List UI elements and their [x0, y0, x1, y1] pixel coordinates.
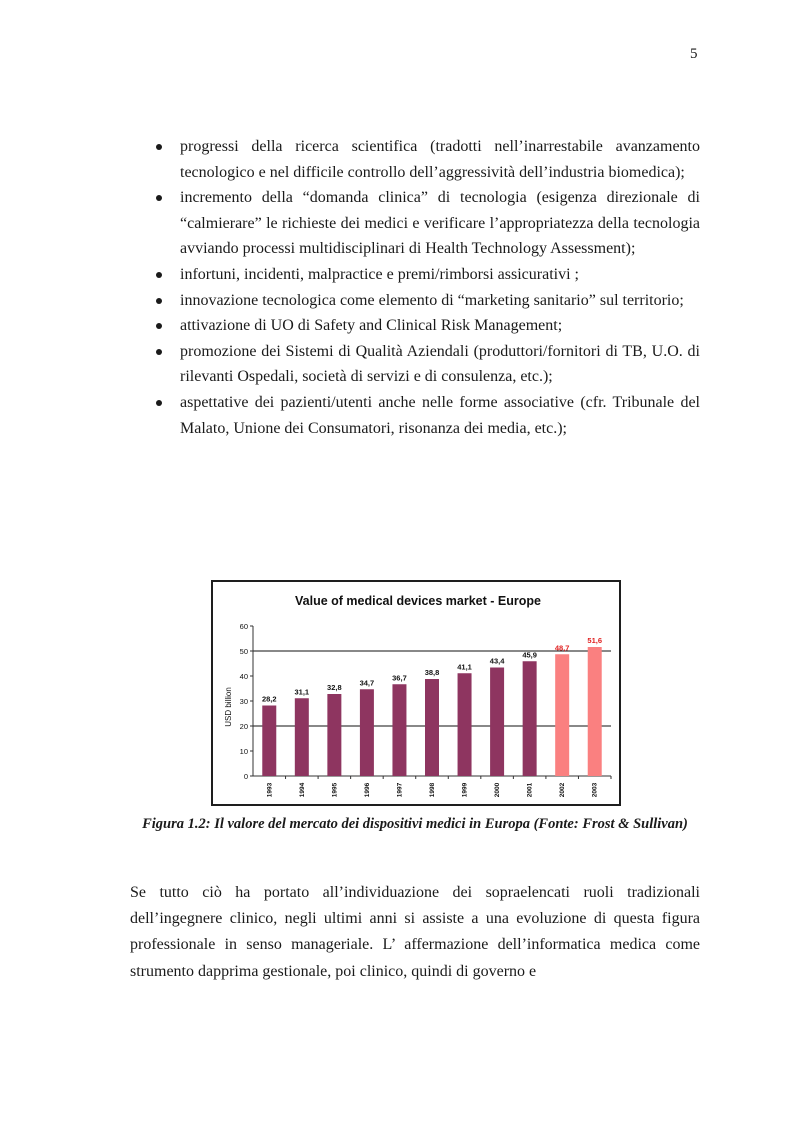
x-tick-label: 1996	[363, 782, 371, 798]
y-tick-label: 60	[239, 622, 248, 631]
x-tick-label: 1993	[266, 782, 274, 798]
bar-value-label: 38,8	[424, 668, 440, 677]
bullet-icon	[156, 272, 162, 278]
x-tick-label: 2000	[494, 782, 502, 798]
chart-figure	[211, 580, 621, 806]
bullet-text: infortuni, incidenti, malpractice e premi/rimborsi assicurativi ;	[180, 265, 579, 283]
bar	[588, 647, 602, 776]
x-tick-label: 2001	[526, 782, 534, 798]
bar	[262, 706, 276, 777]
bar-value-label: 31,1	[294, 687, 310, 697]
x-tick-label: 1998	[429, 782, 436, 798]
bullet-icon	[156, 298, 162, 304]
bar-chart	[213, 582, 619, 804]
bullet-item	[155, 262, 700, 288]
bar-value-label: 43,4	[489, 656, 505, 666]
bar	[295, 698, 309, 776]
bar	[327, 694, 341, 776]
bullet-icon	[156, 144, 162, 150]
bullet-text: promozione dei Sistemi di Qualità Aziendali (produttori/fornitori di TB, U.O. di rilevanti Ospedali, società di servizi e di consulenza, etc.);	[180, 342, 700, 386]
bullet-icon	[156, 349, 162, 355]
bar	[555, 654, 569, 776]
bullet-text: aspettative dei pazienti/utenti anche nelle forme associative (cfr. Tribunale del Malato, Unione dei Consumatori, risonanza dei media, etc.);	[180, 393, 700, 437]
bullet-text: innovazione tecnologica come elemento di “marketing sanitario” sul territorio;	[180, 291, 684, 309]
bullet-icon	[156, 323, 162, 329]
bar-value-label: 45,9	[522, 650, 537, 660]
y-tick-label: 20	[239, 722, 248, 731]
bar-value-label: 28,2	[261, 694, 277, 704]
bar-value-label: 51,6	[587, 636, 603, 645]
page-number: 5	[690, 46, 698, 62]
bar-value-label: 36,7	[392, 673, 407, 683]
bullet-icon	[156, 195, 162, 201]
bullet-icon	[156, 400, 162, 406]
bullet-item	[155, 390, 700, 441]
x-tick-label: 1999	[461, 782, 469, 798]
bar	[458, 673, 472, 776]
bullet-text: attivazione di UO di Safety and Clinical Risk Management;	[180, 317, 563, 335]
bar-value-label: 32,8	[327, 683, 342, 692]
bar	[392, 684, 406, 776]
bar-value-label: 34,7	[359, 678, 375, 688]
bullet-list	[155, 134, 700, 441]
x-tick-label: 1994	[298, 782, 306, 798]
bar	[425, 679, 439, 776]
bar	[490, 668, 504, 777]
x-tick-label: 1995	[331, 782, 339, 798]
bullet-item	[155, 134, 700, 185]
bullet-text: incremento della “domanda clinica” di tecnologia (esigenza direzionale di “calmierare” le richieste dei medici e verificare l’appropriatezza della tecnologia avviando processi multidisciplinari di Health Technology Assessment);	[180, 189, 700, 258]
bullet-item	[155, 185, 700, 262]
y-tick-label: 40	[239, 672, 248, 681]
x-tick-label: 1997	[396, 782, 404, 798]
bullet-item	[155, 339, 700, 390]
figure-caption: Figura 1.2: Il valore del mercato dei dispositivi medici in Europa (Fonte: Frost & Sullivan)	[142, 816, 688, 832]
y-tick-label: 0	[243, 772, 248, 781]
y-axis-label: USD billion	[224, 687, 233, 727]
bar-value-label: 48,7	[554, 643, 570, 653]
bullet-item	[155, 313, 700, 339]
x-tick-label: 2003	[591, 782, 599, 798]
y-tick-label: 50	[239, 647, 248, 656]
bar-value-label: 41,1	[457, 662, 472, 672]
body-paragraph: Se tutto ciò ha portato all’individuazione dei sopraelencati ruoli tradizionali dell’ingegnere clinico, negli ultimi anni si assiste a una evoluzione di questa figura professionale in senso manageriale. L’ affermazione dell’informatica medica come strumento dapprima gestionale, poi clinico, quindi di governo e	[130, 884, 700, 980]
x-tick-label: 2002	[559, 782, 567, 798]
y-tick-label: 10	[239, 747, 248, 756]
bullet-text: progressi della ricerca scientifica (tradotti nell’inarrestabile avanzamento tecnologico e nel difficile controllo dell’aggressività dell’industria biomedica);	[180, 138, 700, 181]
chart-title: Value of medical devices market - Europe	[295, 594, 541, 608]
bullet-item	[155, 288, 700, 314]
y-tick-label: 30	[239, 697, 248, 706]
bar	[523, 661, 537, 776]
bar	[360, 689, 374, 776]
